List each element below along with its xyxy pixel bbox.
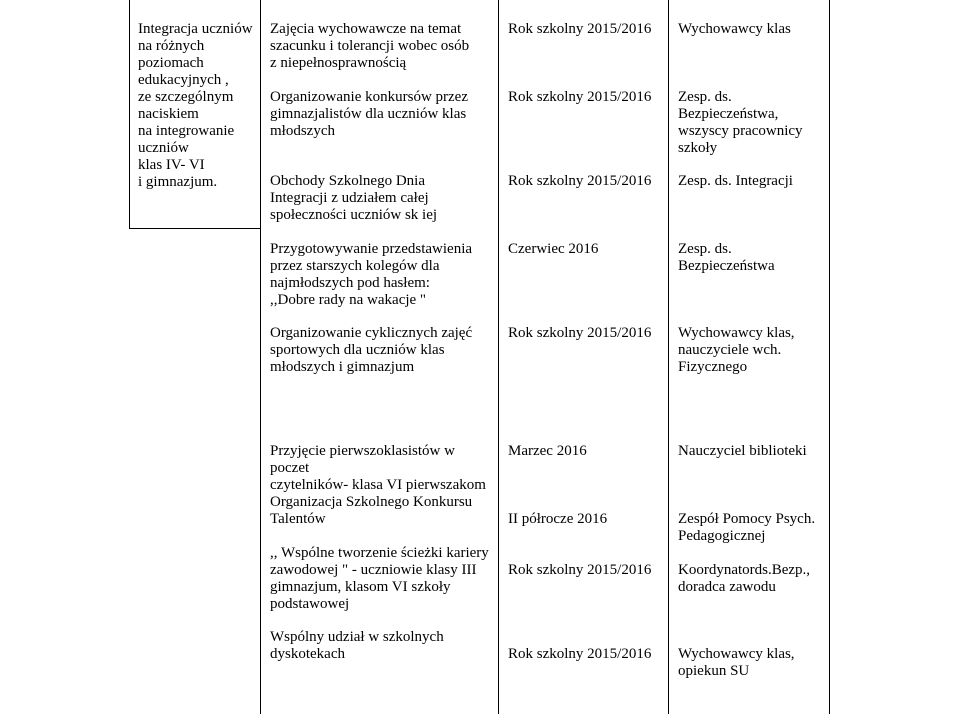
date-cell: Rok szkolny 2015/2016 [508,21,652,37]
person-cell: Nauczyciel biblioteki [678,443,807,459]
person-cell: Wychowawcy klas [678,21,791,37]
activity-cell: ,, Wspólne tworzenie ścieżki kariery zawodowej " - uczniowie klasy III gimnazjum, klasom VI szkoły podstawowej [270,545,489,612]
row-divider [129,228,260,229]
activity-cell: Obchody Szkolnego Dnia Integracji z udziałem całej społeczności uczniów sk iej [270,173,438,223]
person-cell: Koordynatords.Bezp., doradca zawodu [678,562,811,595]
date-cell: Rok szkolny 2015/2016 [508,89,652,105]
table-left-border [129,0,130,228]
person-cell: Zesp. ds. Bezpieczeństwa [678,241,775,274]
activity-cell: Wspólny udział w szkolnych dyskotekach [270,629,444,662]
date-cell: Rok szkolny 2015/2016 [508,646,652,662]
date-cell: Rok szkolny 2015/2016 [508,562,652,578]
person-cell: Wychowawcy klas, opiekun SU [678,646,795,679]
goal-cell: Integracja uczniów na różnych poziomach edukacyjnych , ze szczególnym naciskiem na integrowanie uczniów klas IV- VI i gimnazjum. [138,21,253,190]
date-cell: II półrocze 2016 [508,511,608,527]
table-right-border [829,0,830,714]
date-cell: Czerwiec 2016 [508,241,599,257]
column-divider-3 [668,0,669,714]
activity-cell: Organizacja Szkolnego Konkursu Talentów [270,494,473,527]
person-cell: Zespół Pomocy Psych. Pedagogicznej [678,511,816,544]
person-cell: Wychowawcy klas, nauczyciele wch. Fizycznego [678,325,795,375]
date-cell: Marzec 2016 [508,443,587,459]
activity-cell: Zajęcia wychowawcze na temat szacunku i tolerancji wobec osób z niepełnosprawnością [270,21,470,71]
person-cell: Zesp. ds. Integracji [678,173,793,189]
activity-cell: Przygotowywanie przedstawienia przez starszych kolegów dla najmłodszych pod hasłem: ,,Dobre rady na wakacje " [270,241,473,308]
activity-cell: Przyjęcie pierwszoklasistów w poczet czytelników- klasa VI pierwszakom [270,443,486,493]
activity-cell: Organizowanie cyklicznych zajęć sportowych dla uczniów klas młodszych i gimnazjum [270,325,473,375]
date-cell: Rok szkolny 2015/2016 [508,325,652,341]
column-divider-1 [260,0,261,714]
person-cell: Zesp. ds. Bezpieczeństwa, wszyscy pracownicy szkoły [678,89,803,156]
column-divider-2 [498,0,499,714]
date-cell: Rok szkolny 2015/2016 [508,173,652,189]
activity-cell: Organizowanie konkursów przez gimnazjalistów dla uczniów klas młodszych [270,89,468,139]
